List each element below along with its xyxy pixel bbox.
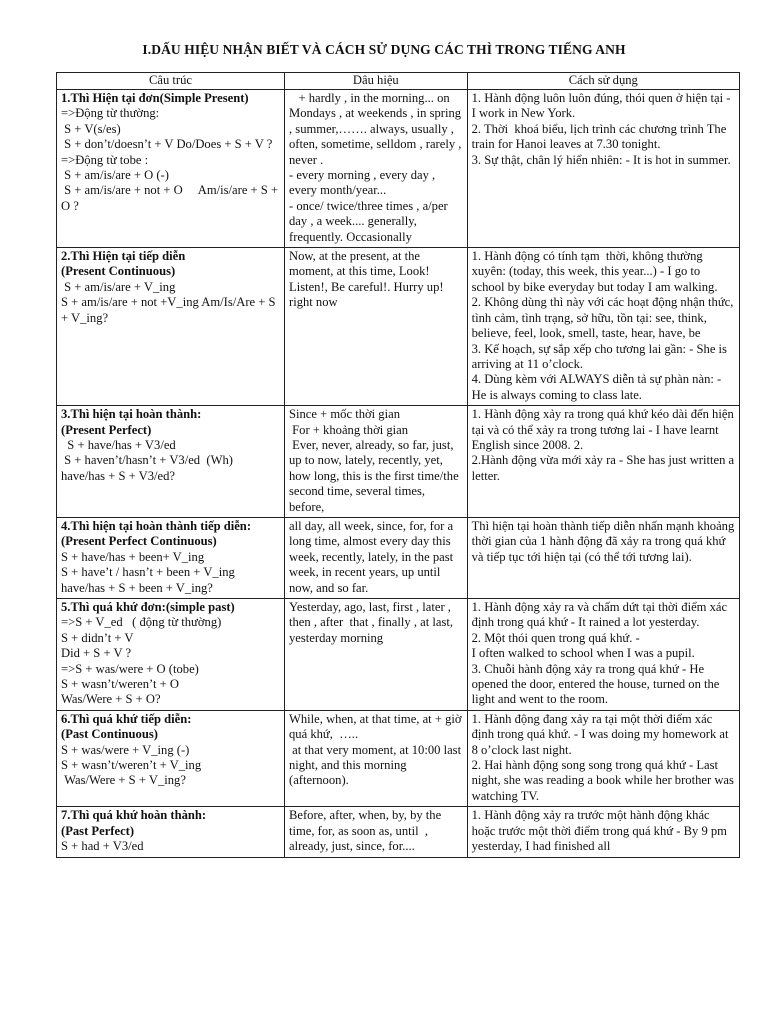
structure-line: S + am/is/are + O (-) — [61, 168, 169, 183]
table-body — [57, 90, 740, 858]
structure-cell — [57, 517, 285, 598]
structure-cell — [57, 248, 285, 406]
usage-cell: 1. Hành động luôn luôn đúng, thói quen ở hiện tại - I work in New York. 2. Thời khoá biểu, lịch trình các chương trình The train for Hanoi leaves at 7.30 tonight. 3. Sự thật, chân lý hiển nhiên: - It is hot in summer. — [467, 90, 739, 248]
tense-heading: (Present Perfect) — [61, 422, 152, 437]
tense-heading: 7.Thì quá khứ hoàn thành: — [61, 808, 207, 823]
structure-line: S + wasn’t/weren’t + O — [61, 677, 179, 692]
usage-cell: 1. Hành động đang xảy ra tại một thời điểm xác định trong quá khứ. - I was doing my homework at 8 o’clock last night. 2. Hai hành động song song trong quá khứ - Last night, she was reading a book while her brother was watching TV. — [467, 710, 739, 806]
signs-cell: Yesterday, ago, last, first , later , then , after that , finally , at last, yesterday morning — [285, 599, 468, 711]
usage-cell: 1. Hành động xảy ra trước một hành động khác hoặc trước một thời điểm trong quá khứ - By 9 pm yesterday, I had finished all — [467, 807, 739, 857]
structure-cell — [57, 807, 285, 857]
structure-cell — [57, 406, 285, 518]
structure-line: S + had + V3/ed — [61, 839, 144, 854]
table-row — [57, 248, 740, 406]
document-title: I.DẤU HIỆU NHẬN BIẾT VÀ CÁCH SỬ DỤNG CÁC THÌ TRONG TIẾNG ANH — [142, 42, 626, 57]
signs-cell: Since + mốc thời gian For + khoảng thời gian Ever, never, already, so far, just, up to now, lately, recently, yet, how long, this is the first time/the second time, several times, before, — [285, 406, 468, 518]
table-row — [57, 90, 740, 248]
tense-heading: 5.Thì quá khứ đơn:(simple past) — [61, 600, 235, 614]
structure-cell — [57, 710, 285, 806]
structure-line: S + don’t/doesn’t + V Do/Does + S + V ? — [61, 137, 273, 152]
table-row — [57, 710, 740, 806]
header-signs: Dâu hiệu — [285, 73, 468, 90]
structure-line: Was/Were + S + O? — [61, 692, 161, 707]
structure-line: S + was/were + V_ing (-) — [61, 742, 190, 757]
signs-cell: While, when, at that time, at + giờ quá khứ, ….. at that very moment, at 10:00 last night, and this morning (afternoon). — [285, 710, 468, 806]
structure-line: S + am/is/are + not + O Am/is/are + S + O ? — [61, 183, 282, 213]
table-row — [57, 599, 740, 711]
structure-line: S + have/has + been+ V_ing — [61, 549, 205, 564]
signs-cell: all day, all week, since, for, for a long time, almost every day this week, recently, lately, in the past week, in recent years, up until now, and so far. — [285, 517, 468, 598]
tense-heading: (Present Perfect Continuous) — [61, 534, 217, 549]
tense-heading: 4.Thì hiện tại hoàn thành tiếp diễn: — [61, 518, 252, 533]
structure-cell — [57, 599, 285, 711]
structure-line: S + V(s/es) — [61, 121, 121, 136]
usage-cell: 1. Hành động có tính tạm thời, không thường xuyên: (today, this week, this year...) - I go to school by bike everyday but today I am walking. 2. Không dùng thì này với các hoạt động nhận thức, tình cảm, tình trạng, sở hữu, tồn tại: see, think, believe, feel, look, smell, taste, hear, have, be 3. Kế hoạch, sự sắp xếp cho tương lai gần: - She is arriving at 11 o’clock. 4. Dùng kèm với ALWAYS diễn tả sự phàn nàn: - He is always coming to class late. — [467, 248, 739, 406]
signs-cell: + hardly , in the morning... on Mondays , at weekends , in spring , summer,……. always, usually , often, sometime, selldom , rarely , never . - every morning , every day , every month/year... - once/ twice/three times , a/per day , a week.... generally, frequently. Occasionally — [285, 90, 468, 248]
header-structure: Câu trúc — [57, 73, 285, 90]
usage-cell: 1. Hành động xảy ra và chấm dứt tại thời điểm xác định trong quá khứ - It rained a lot yesterday. 2. Một thói quen trong quá khứ. - I often walked to school when I was a pupil. 3. Chuỗi hành động xảy ra trong quá khứ - He opened the door, entered the house, turned on the light and went to the room. — [467, 599, 739, 711]
structure-line: S + have’t / hasn’t + been + V_ing have/has + S + been + V_ing? — [61, 565, 238, 595]
structure-line: =>Động từ tobe : — [61, 152, 149, 167]
signs-cell: Before, after, when, by, by the time, for, as soon as, until , already, just, since, for.... — [285, 807, 468, 857]
structure-line: S + have/has + V3/ed — [61, 437, 176, 452]
structure-line: =>S + was/were + O (tobe) — [61, 661, 199, 676]
tense-heading: (Past Continuous) — [61, 727, 158, 742]
structure-line: Was/Were + S + V_ing? — [61, 773, 186, 788]
header-usage: Cách sử dụng — [467, 73, 739, 90]
structure-line: Did + S + V ? — [61, 646, 132, 661]
signs-cell: Now, at the present, at the moment, at this time, Look! Listen!, Be careful!. Hurry up! right now — [285, 248, 468, 406]
structure-line: =>S + V_ed ( động từ thường) — [61, 615, 222, 630]
structure-line: S + haven’t/hasn’t + V3/ed (Wh) have/has + S + V3/ed? — [61, 453, 237, 483]
structure-line: S + am/is/are + not +V_ing Am/Is/Are + S + V_ing? — [61, 295, 279, 325]
structure-line: =>Động từ thường: — [61, 106, 160, 121]
tense-heading: (Past Perfect) — [61, 823, 135, 838]
structure-line: S + didn’t + V — [61, 630, 134, 645]
table-row — [57, 807, 740, 857]
structure-line: S + wasn’t/weren’t + V_ing — [61, 758, 202, 773]
table-header-row — [57, 73, 740, 90]
usage-cell: Thì hiện tại hoàn thành tiếp diễn nhấn mạnh khoảng thời gian của 1 hành động đã xảy ra trong quá khứ và tiếp tục tới hiện tại (có thể tới tương lai). — [467, 517, 739, 598]
tense-heading: (Present Continuous) — [61, 264, 176, 279]
tense-heading: 1.Thì Hiện tại đơn(Simple Present) — [61, 91, 249, 105]
tense-heading: 6.Thì quá khứ tiếp diễn: — [61, 711, 192, 726]
structure-cell — [57, 90, 285, 248]
usage-cell: 1. Hành động xảy ra trong quá khứ kéo dài đến hiện tại và có thể xảy ra trong tương lai - I have learnt English since 2008. 2. 2.Hành động vừa mới xảy ra - She has just written a letter. — [467, 406, 739, 518]
tense-heading: 3.Thì hiện tại hoàn thành: — [61, 407, 202, 422]
table-row — [57, 406, 740, 518]
structure-line: S + am/is/are + V_ing — [61, 279, 176, 294]
tense-table — [56, 72, 740, 858]
tense-heading: 2.Thì Hiện tại tiếp diễn — [61, 249, 186, 264]
table-row — [57, 517, 740, 598]
